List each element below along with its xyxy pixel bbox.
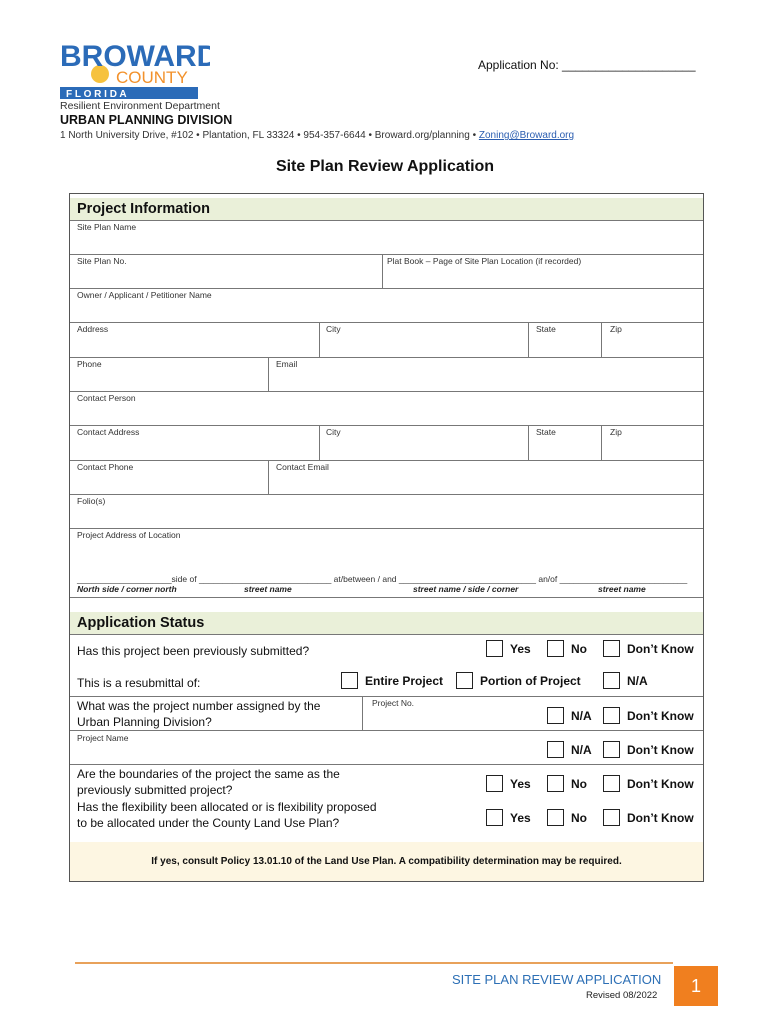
question-boundaries: Are the boundaries of the project the same as the previously submitted project? bbox=[77, 767, 340, 797]
q6-no-option[interactable]: No bbox=[547, 809, 587, 826]
q5-yes-option[interactable]: Yes bbox=[486, 775, 531, 792]
checkbox[interactable] bbox=[547, 741, 564, 758]
contact-zip-label[interactable]: Zip bbox=[610, 427, 622, 437]
logo-broward-text: BROWARD bbox=[60, 40, 210, 73]
footer-divider bbox=[75, 962, 673, 964]
checkbox[interactable] bbox=[547, 775, 564, 792]
question-project-number: What was the project number assigned by the Urban Planning Division? bbox=[77, 699, 321, 729]
q2-na-option[interactable]: N/A bbox=[603, 672, 648, 689]
location-line[interactable]: ____________________side of ____________________________ at/between / and _____________________________ an/of ___________________________ bbox=[77, 574, 688, 584]
q2-portion-option[interactable]: Portion of Project bbox=[456, 672, 581, 689]
contact-person-label[interactable]: Contact Person bbox=[77, 393, 136, 403]
email-link[interactable]: Zoning@Broward.org bbox=[478, 130, 575, 141]
department-name: Resilient Environment Department bbox=[60, 100, 220, 112]
contact-state-label[interactable]: State bbox=[536, 427, 556, 437]
checkbox[interactable] bbox=[547, 707, 564, 724]
application-form bbox=[69, 193, 704, 882]
question-resubmittal: This is a resubmittal of: bbox=[77, 676, 201, 690]
q1-yes-option[interactable]: Yes bbox=[486, 640, 531, 657]
division-name: URBAN PLANNING DIVISION bbox=[60, 113, 233, 127]
footer-title: SITE PLAN REVIEW APPLICATION bbox=[452, 972, 662, 987]
checkbox[interactable] bbox=[456, 672, 473, 689]
contact-city-label[interactable]: City bbox=[326, 427, 341, 437]
site-plan-no-label[interactable]: Site Plan No. bbox=[77, 256, 127, 266]
contact-phone-label[interactable]: Contact Phone bbox=[77, 462, 134, 472]
checkbox[interactable] bbox=[603, 809, 620, 826]
checkbox[interactable] bbox=[486, 640, 503, 657]
q5-dont-know-option[interactable]: Don’t Know bbox=[603, 775, 694, 792]
application-status-heading: Application Status bbox=[70, 612, 703, 634]
page-title: Site Plan Review Application bbox=[275, 158, 495, 175]
q3-na-option[interactable]: N/A bbox=[547, 707, 592, 724]
division-address bbox=[60, 130, 574, 141]
checkbox[interactable] bbox=[547, 809, 564, 826]
project-address-label[interactable]: Project Address of Location bbox=[77, 530, 181, 540]
q6-yes-option[interactable]: Yes bbox=[486, 809, 531, 826]
q1-no-option[interactable]: No bbox=[547, 640, 587, 657]
phone-label[interactable]: Phone bbox=[77, 359, 102, 369]
checkbox[interactable] bbox=[603, 672, 620, 689]
caption-street-name-1: street name bbox=[244, 584, 292, 594]
application-number[interactable]: Application No: ____________________ bbox=[478, 58, 696, 72]
logo-florida-text: F L O R I D A bbox=[66, 89, 127, 100]
checkbox[interactable] bbox=[603, 741, 620, 758]
caption-street-name-3: street name bbox=[598, 584, 646, 594]
caption-north-side: North side / corner north bbox=[77, 584, 177, 594]
checkbox[interactable] bbox=[486, 775, 503, 792]
contact-email-label[interactable]: Contact Email bbox=[276, 462, 329, 472]
owner-label[interactable]: Owner / Applicant / Petitioner Name bbox=[77, 290, 212, 300]
q1-dont-know-option[interactable]: Don’t Know bbox=[603, 640, 694, 657]
city-label[interactable]: City bbox=[326, 324, 341, 334]
checkbox[interactable] bbox=[341, 672, 358, 689]
project-name-label[interactable]: Project Name bbox=[77, 733, 129, 743]
project-info-heading: Project Information bbox=[70, 198, 703, 220]
email-label[interactable]: Email bbox=[276, 359, 298, 369]
contact-address-label[interactable]: Contact Address bbox=[77, 427, 140, 437]
caption-street-name-2: street name / side / corner bbox=[413, 584, 519, 594]
zip-label[interactable]: Zip bbox=[610, 324, 622, 334]
policy-note: If yes, consult Policy 13.01.10 of the Land Use Plan. A compatibility determination may be required. bbox=[70, 842, 703, 881]
page-number: 1 bbox=[674, 966, 718, 1006]
folio-label[interactable]: Folio(s) bbox=[77, 496, 106, 506]
q3-dont-know-option[interactable]: Don’t Know bbox=[603, 707, 694, 724]
footer-revised: Revised 08/2022 bbox=[586, 990, 658, 1001]
question-previously-submitted: Has this project been previously submitted? bbox=[77, 644, 310, 658]
project-no-label[interactable]: Project No. bbox=[372, 698, 415, 708]
q6-dont-know-option[interactable]: Don’t Know bbox=[603, 809, 694, 826]
plat-book-label[interactable]: Plat Book – Page of Site Plan Location (if recorded) bbox=[387, 256, 582, 266]
q5-no-option[interactable]: No bbox=[547, 775, 587, 792]
state-label[interactable]: State bbox=[536, 324, 556, 334]
q4-dont-know-option[interactable]: Don’t Know bbox=[603, 741, 694, 758]
q4-na-option[interactable]: N/A bbox=[547, 741, 592, 758]
question-flexibility: Has the flexibility been allocated or is flexibility proposed to be allocated under the County Land Use Plan? bbox=[77, 800, 377, 830]
address-label[interactable]: Address bbox=[77, 324, 109, 334]
checkbox[interactable] bbox=[603, 640, 620, 657]
site-plan-name-label[interactable]: Site Plan Name bbox=[77, 222, 137, 232]
checkbox[interactable] bbox=[547, 640, 564, 657]
checkbox[interactable] bbox=[603, 775, 620, 792]
logo-county-text: COUNTY bbox=[116, 68, 188, 87]
q2-entire-project-option[interactable]: Entire Project bbox=[341, 672, 443, 689]
checkbox[interactable] bbox=[603, 707, 620, 724]
address-text: 1 North University Drive, #102 • Plantation, FL 33324 • 954-357-6644 • Broward.org/planning • bbox=[60, 130, 479, 141]
broward-county-logo bbox=[60, 38, 210, 100]
checkbox[interactable] bbox=[486, 809, 503, 826]
